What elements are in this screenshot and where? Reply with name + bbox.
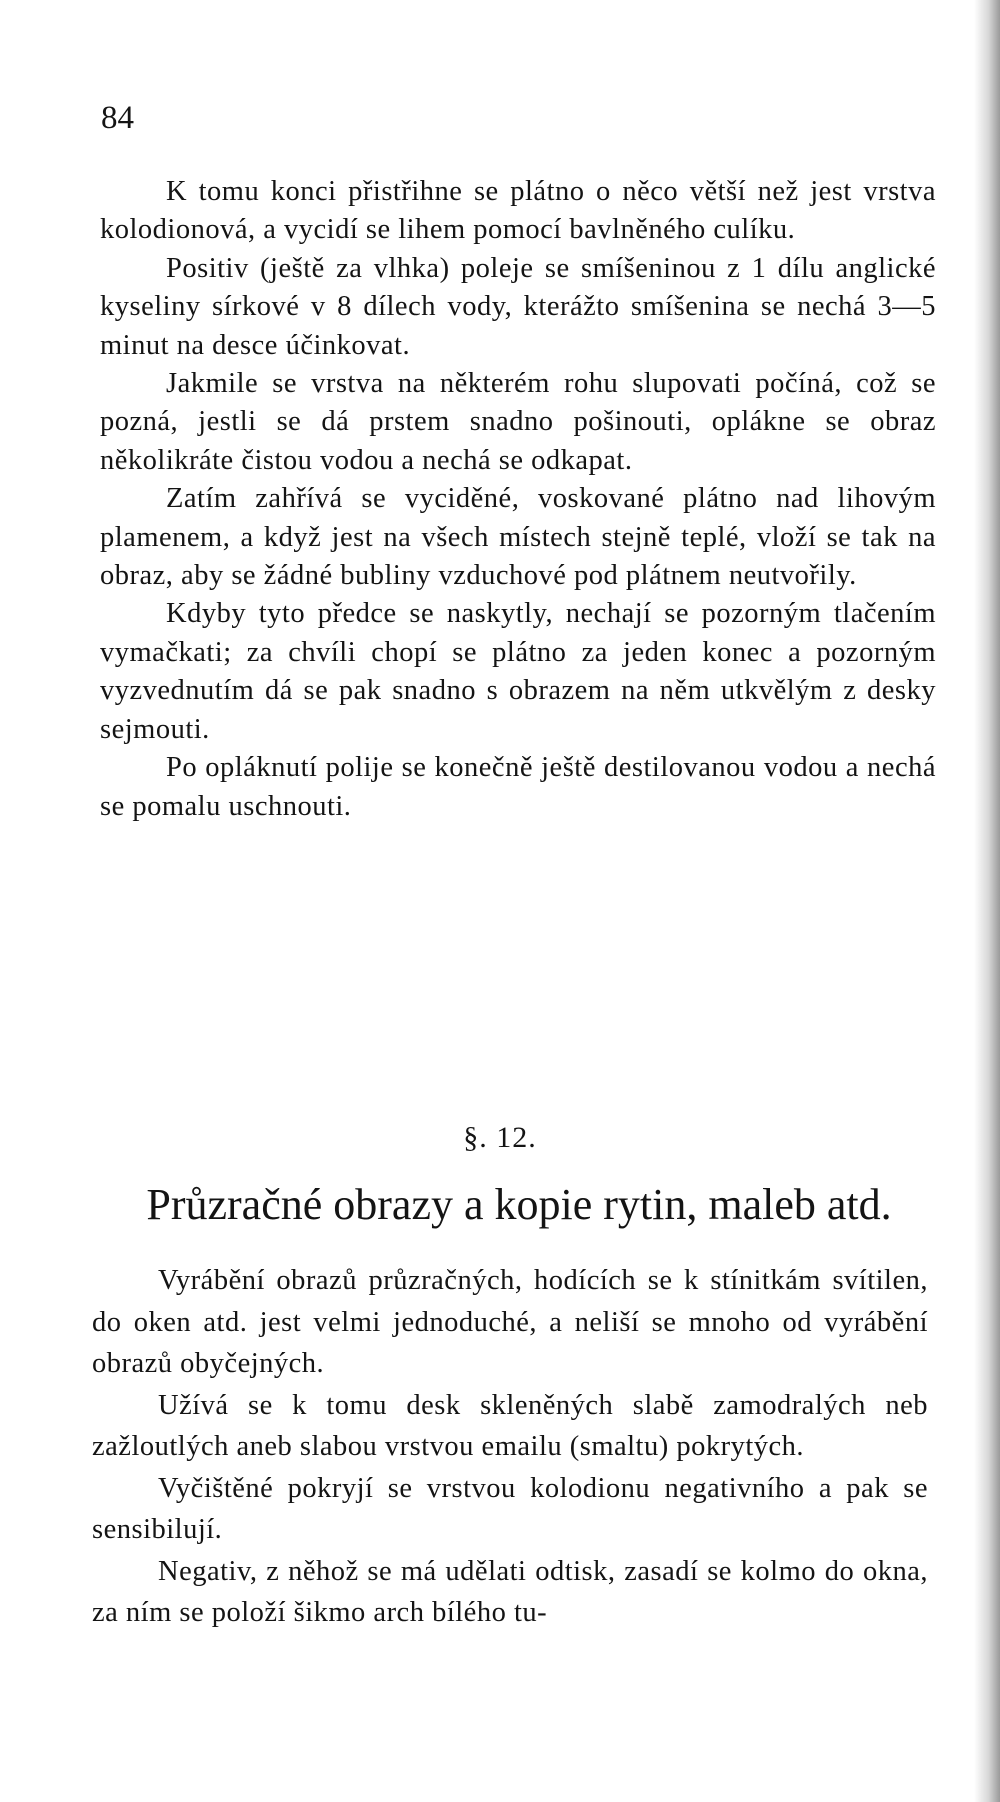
paragraph: Positiv (ještě za vlhka) poleje se smíšeninou z 1 dílu anglické kyseliny sírkové v 8 dílech vody, kterážto smíšenina se nechá 3—5 minut na desce účinkovat.	[100, 252, 936, 361]
page-edge-shadow	[974, 0, 1000, 1802]
paragraph: Kdyby tyto předce se naskytly, nechají se pozorným tlačením vymačkati; za chvíli chopí se plátno za jeden konec a pozorným vyzvednutím dá se pak snadno s obrazem na něm utkvělým z desky sejmouti.	[100, 598, 936, 745]
paragraph: Negativ, z něhož se má udělati odtisk, zasadí se kolmo do okna, za ním se položí šikmo arch bílého tu-	[92, 1555, 928, 1628]
paragraph: Zatím zahřívá se vyciděné, voskované plátno nad lihovým plamenem, a když jest na všech místech stejně teplé, vloží se tak na obraz, aby se žádné bubliny vzduchové pod plátnem neutvořily.	[100, 483, 936, 592]
paragraph: Jakmile se vrstva na některém rohu slupovati počíná, což se pozná, jestli se dá prstem snadno pošinouti, oplákne se obraz několikráte čistou vodou a nechá se odkapat.	[100, 368, 936, 476]
page-number: 84	[101, 100, 134, 136]
paragraph: Vyčištěné pokryjí se vrstvou kolodionu negativního a pak se sensibilují.	[92, 1472, 928, 1545]
section-number: §. 12.	[463, 1121, 537, 1154]
paragraph: Po opláknutí polije se konečně ještě destilovanou vodou a nechá se pomalu uschnouti.	[100, 752, 936, 822]
body-text-top	[100, 173, 936, 826]
paragraph: K tomu konci přistřihne se plátno o něco větší než jest vrstva kolodionová, a vycidí se lihem pomocí bavlněného culíku.	[100, 176, 936, 246]
paragraph: Užívá se k tomu desk skleněných slabě zamodralých neb zažloutlých aneb slabou vrstvou emailu (smaltu) pokrytých.	[92, 1389, 928, 1462]
paragraph: Vyrábění obrazů průzračných, hodících se k stínitkám svítilen, do oken atd. jest velmi jednoduché, a neliší se mnoho od vyrábění obrazů obyčejných.	[92, 1265, 928, 1379]
body-text-bottom	[92, 1260, 928, 1634]
section-title: Průzračné obrazy a kopie rytin, maleb atd.	[146, 1180, 892, 1229]
